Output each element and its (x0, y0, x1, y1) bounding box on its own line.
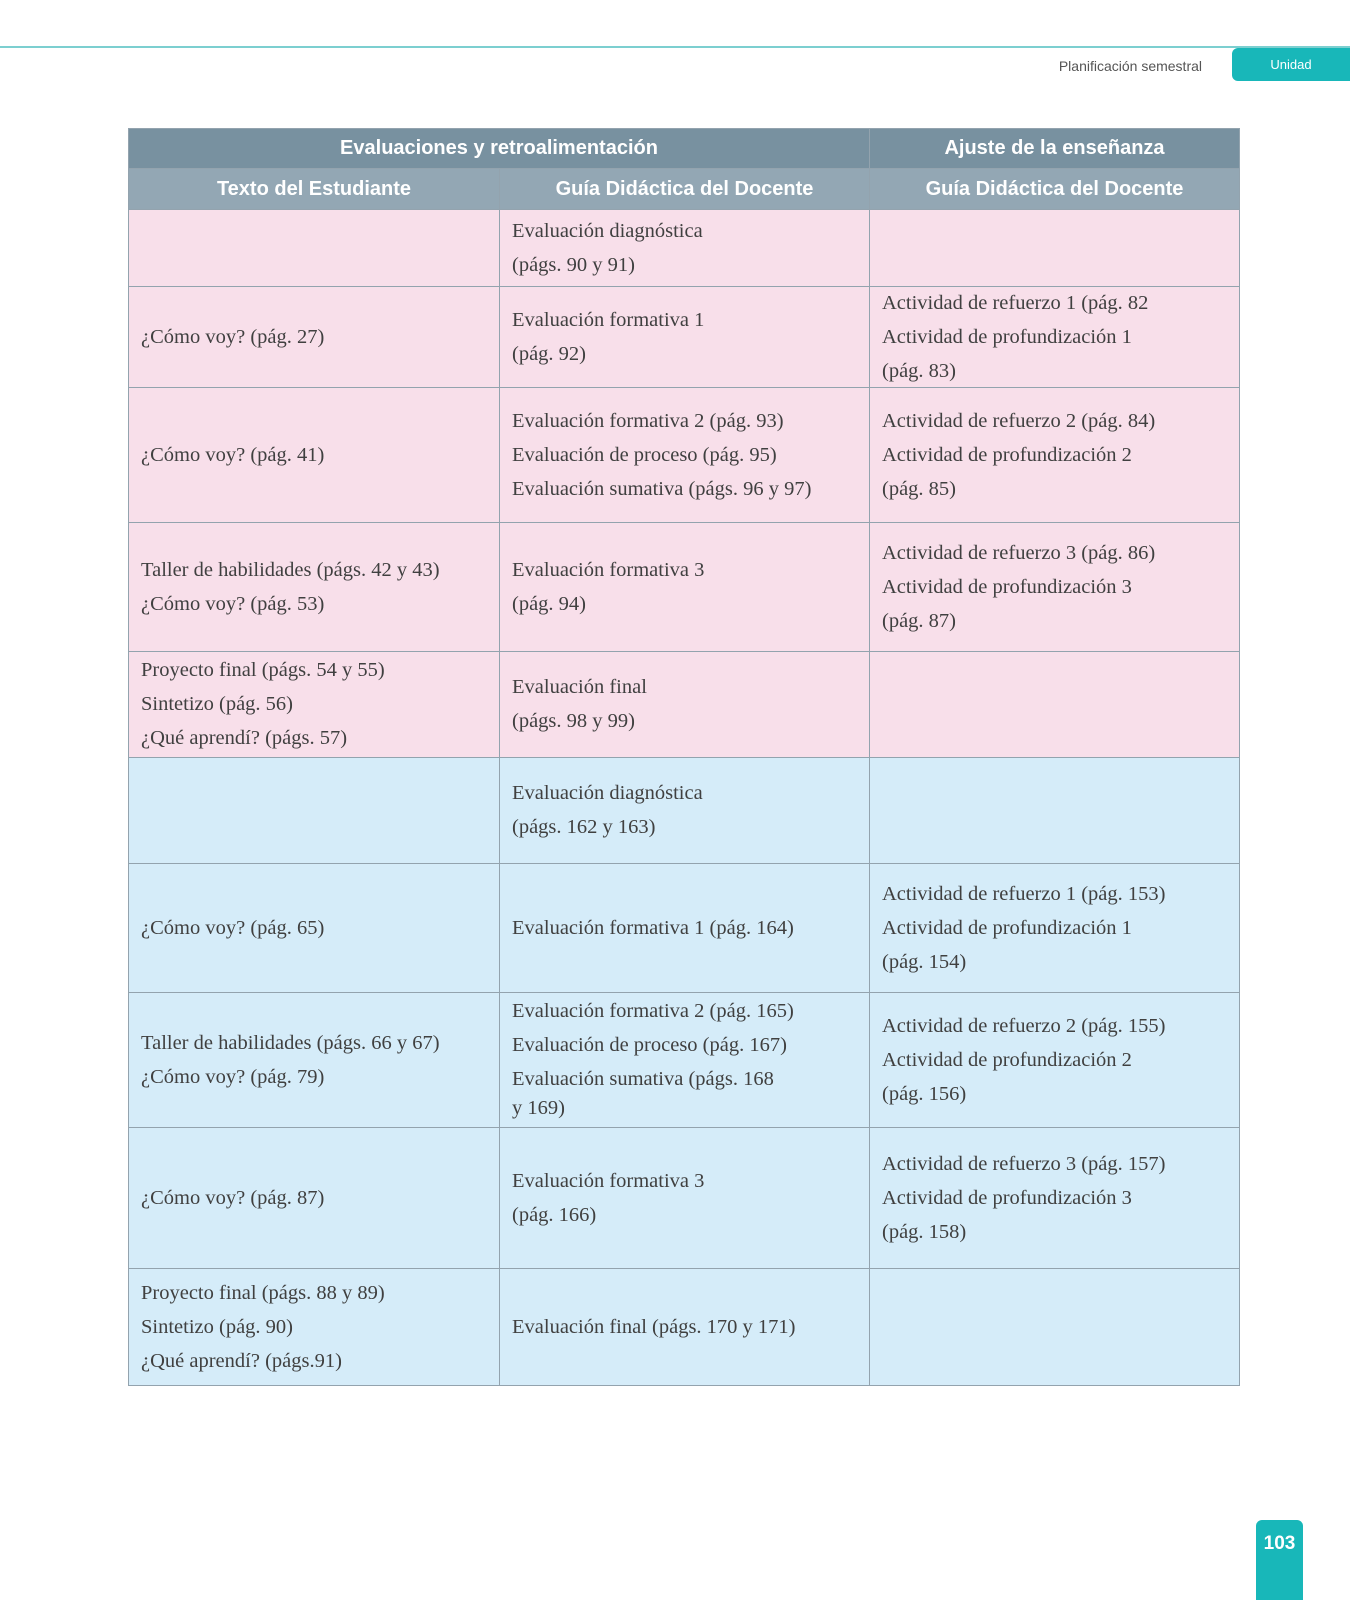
cell-line: (pág. 154) (882, 950, 967, 973)
cell-line: Evaluación formativa 2 (pág. 93) (512, 409, 784, 432)
unit-tab: Unidad (1232, 48, 1350, 81)
cell-estudiante (129, 864, 500, 993)
cell-line: Actividad de profundización 3 (882, 1186, 1132, 1209)
cell-line: Actividad de refuerzo 3 (pág. 157) (882, 1152, 1166, 1175)
cell-estudiante (129, 758, 500, 864)
cell-line: (págs. 162 y 163) (512, 816, 656, 838)
table-row (129, 523, 1240, 652)
cell-line: Evaluación formativa 3 (512, 558, 705, 581)
top-divider-line (0, 46, 1350, 48)
cell-ajuste (870, 388, 1240, 523)
table-row (129, 1269, 1240, 1386)
cell-line: (págs. 98 y 99) (512, 710, 635, 732)
cell-line: y 169) (512, 1097, 565, 1119)
column-header-guia-ajuste: Guía Didáctica del Docente (870, 169, 1240, 210)
cell-ajuste (870, 652, 1240, 758)
cell-line: Evaluación formativa 1 (pág. 164) (512, 916, 794, 939)
cell-line: Evaluación sumativa (págs. 168 (512, 1068, 774, 1090)
cell-line: ¿Qué aprendí? (págs.91) (141, 1349, 342, 1372)
planning-table (128, 128, 1240, 1386)
cell-line: ¿Qué aprendí? (págs. 57) (141, 727, 348, 749)
cell-line: Actividad de profundización 1 (882, 916, 1132, 939)
cell-ajuste (870, 523, 1240, 652)
table-row (129, 864, 1240, 993)
cell-estudiante (129, 1128, 500, 1269)
cell-line: Taller de habilidades (págs. 66 y 67) (141, 1031, 440, 1054)
cell-line: Taller de habilidades (págs. 42 y 43) (141, 558, 440, 581)
cell-ajuste (870, 1128, 1240, 1269)
cell-guia (500, 993, 870, 1128)
cell-line: ¿Cómo voy? (pág. 53) (141, 592, 325, 615)
table-row (129, 210, 1240, 287)
cell-line: Evaluación sumativa (págs. 96 y 97) (512, 477, 812, 500)
cell-line: (pág. 85) (882, 477, 957, 500)
cell-guia (500, 864, 870, 993)
cell-estudiante (129, 210, 500, 287)
cell-line: Actividad de refuerzo 1 (pág. 82 (882, 291, 1149, 314)
cell-estudiante (129, 523, 500, 652)
cell-estudiante (129, 1269, 500, 1386)
table-row (129, 758, 1240, 864)
cell-line: ¿Cómo voy? (pág. 79) (141, 1065, 325, 1088)
cell-line: Evaluación formativa 3 (512, 1169, 705, 1192)
table-row (129, 388, 1240, 523)
column-header-guia-evaluaciones: Guía Didáctica del Docente (500, 169, 870, 210)
page-number: 103 (1256, 1520, 1303, 1600)
cell-line: (pág. 158) (882, 1220, 967, 1243)
table-row (129, 1128, 1240, 1269)
cell-ajuste (870, 210, 1240, 287)
cell-guia (500, 652, 870, 758)
cell-guia (500, 388, 870, 523)
cell-line: (pág. 92) (512, 342, 587, 365)
cell-line: Actividad de refuerzo 3 (pág. 86) (882, 541, 1156, 564)
cell-line: Actividad de profundización 2 (882, 1048, 1132, 1071)
cell-line: Actividad de profundización 3 (882, 575, 1132, 598)
column-header-texto-estudiante: Texto del Estudiante (129, 169, 500, 210)
cell-estudiante (129, 287, 500, 388)
cell-line: (pág. 156) (882, 1082, 967, 1105)
cell-guia (500, 287, 870, 388)
cell-line: ¿Cómo voy? (pág. 87) (141, 1186, 325, 1209)
cell-line: (pág. 87) (882, 609, 957, 632)
table-row (129, 652, 1240, 758)
cell-guia (500, 210, 870, 287)
cell-line: Evaluación formativa 1 (512, 308, 705, 331)
cell-line: Actividad de profundización 2 (882, 443, 1132, 466)
cell-estudiante (129, 388, 500, 523)
cell-line: Actividad de profundización 1 (882, 325, 1132, 348)
cell-estudiante (129, 993, 500, 1128)
cell-ajuste (870, 993, 1240, 1128)
cell-line: ¿Cómo voy? (pág. 41) (141, 443, 325, 466)
section-label: Planificación semestral (1058, 58, 1202, 74)
cell-guia (500, 1128, 870, 1269)
cell-guia (500, 523, 870, 652)
cell-ajuste (870, 864, 1240, 993)
cell-line: ¿Cómo voy? (pág. 27) (141, 325, 325, 348)
cell-line: Evaluación de proceso (pág. 95) (512, 443, 777, 466)
cell-line: Evaluación final (págs. 170 y 171) (512, 1315, 796, 1338)
cell-line: Proyecto final (págs. 54 y 55) (141, 659, 385, 681)
cell-line: Evaluación de proceso (pág. 167) (512, 1034, 787, 1056)
cell-line: (págs. 90 y 91) (512, 253, 635, 276)
group-header-ajuste: Ajuste de la enseñanza (870, 129, 1240, 169)
cell-line: Evaluación diagnóstica (512, 219, 703, 242)
cell-guia (500, 1269, 870, 1386)
column-header-row (129, 169, 1240, 210)
cell-ajuste (870, 758, 1240, 864)
cell-line: (pág. 83) (882, 359, 957, 382)
cell-ajuste (870, 1269, 1240, 1386)
cell-line: Sintetizo (pág. 56) (141, 693, 294, 715)
cell-estudiante (129, 652, 500, 758)
cell-line: Evaluación diagnóstica (512, 782, 703, 804)
group-header-evaluaciones: Evaluaciones y retroalimentación (129, 129, 870, 169)
cell-line: Evaluación final (512, 676, 647, 698)
table-row (129, 993, 1240, 1128)
cell-line: Proyecto final (págs. 88 y 89) (141, 1281, 385, 1304)
cell-ajuste (870, 287, 1240, 388)
cell-line: Actividad de refuerzo 2 (pág. 155) (882, 1014, 1166, 1037)
cell-line: Evaluación formativa 2 (pág. 165) (512, 1000, 794, 1022)
cell-line: Actividad de refuerzo 2 (pág. 84) (882, 409, 1156, 432)
cell-guia (500, 758, 870, 864)
table-row (129, 287, 1240, 388)
group-header-row (129, 129, 1240, 169)
table-body (129, 210, 1240, 1386)
cell-line: (pág. 166) (512, 1203, 597, 1226)
cell-line: ¿Cómo voy? (pág. 65) (141, 916, 325, 939)
cell-line: (pág. 94) (512, 592, 587, 615)
cell-line: Actividad de refuerzo 1 (pág. 153) (882, 882, 1166, 905)
cell-line: Sintetizo (pág. 90) (141, 1315, 294, 1338)
